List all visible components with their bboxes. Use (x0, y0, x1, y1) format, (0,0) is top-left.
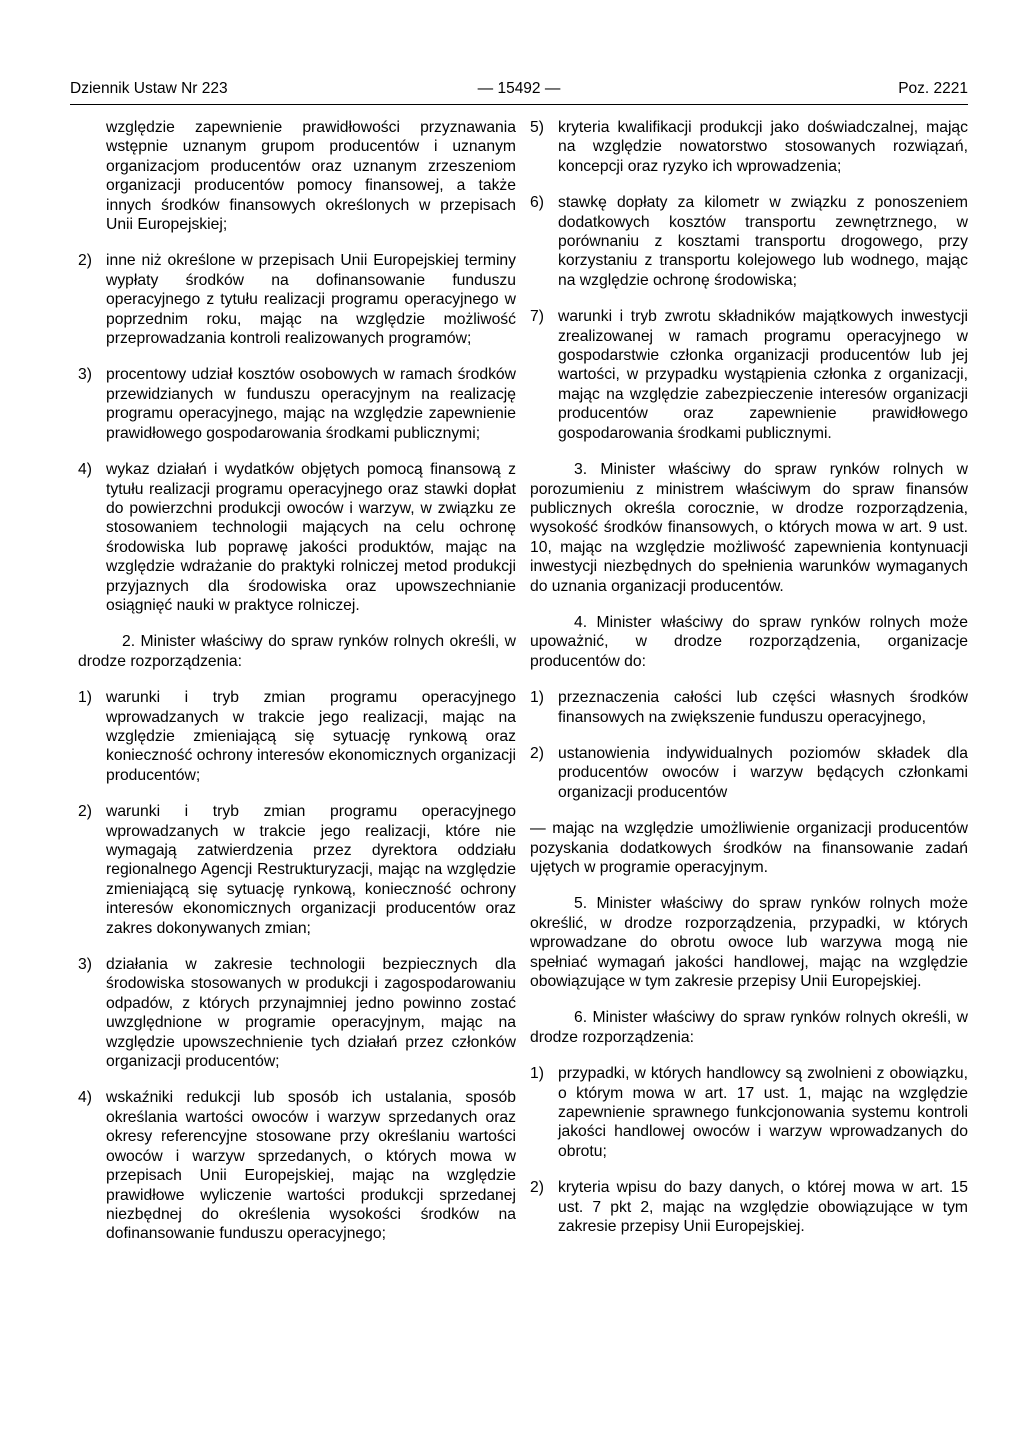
list-item-text: wskaźniki redukcji lub sposób ich ustalania, sposób określania wartości owoców i warzyw sprzedanych oraz okresy referencyjne stosowane przy określaniu wartości owoców i warzyw sprzedanych, o których mowa w przepisach Unii Europejskiej, mając na względzie prawidłowe wyliczenie wartości produkcji sprzedanej niezbędnej do określenia wysokości środków na dofinansowanie funduszu operacyjnego; (106, 1089, 516, 1243)
list-item (78, 802, 516, 938)
section-closing-text: — mając na względzie umożliwienie organizacji producentów pozyskania dodatkowych środków na finansowanie zadań ujętych w programie operacyjnym. (530, 820, 968, 876)
header-rule (70, 104, 968, 105)
list-item-text: warunki i tryb zwrotu składników majątkowych inwestycji zrealizowanej w ramach programu operacyjnego w gospodarstwie członka organizacji producentów lub jej wartości, w przypadku wystąpienia członka z organizacji, mając na względzie zabezpieczenie interesów organizacji producentów oraz zapewnienie prawidłowego gospodarowania środkami publicznymi. (558, 308, 968, 442)
list-item-number: 4) (78, 1089, 92, 1107)
list-item (530, 1064, 968, 1161)
list-item-number: 4) (78, 461, 92, 479)
list-item-text: kryteria kwalifikacji produkcji jako doświadczalnej, mając na względzie nowatorstwo stosowanych rozwiązań, koncepcji oraz ryzyko ich wprowadzenia; (558, 119, 968, 175)
continued-item-text: względzie zapewnienie prawidłowości przyznawania wstępnie uznanym grupom producentów i uznanym organizacjom producentów oraz uznanym zrzeszeniom organizacji producentów pomocy finansowej, a także innych środków finansowych określonych w przepisach Unii Europejskiej; (106, 119, 516, 234)
list-item-number: 3) (78, 366, 92, 384)
list-item (530, 118, 968, 176)
list-item-number: 1) (78, 689, 92, 707)
list-item-number: 1) (530, 1065, 544, 1083)
list-item-number: 2) (530, 1179, 544, 1197)
section-paragraph: 3. Minister właściwy do spraw rynków rolnych w porozumieniu z ministrem właściwym do spraw finansów publicznych określa corocznie, w drodze rozporządzenia, wysokość środków finansowych, o których mowa w art. 9 ust. 10, mając na względzie możliwość zapewnienia kontynuacji inwestycji niezbędnych do spełnienia warunków wymaganych do uznania organizacji producentów. (530, 461, 968, 595)
list-item (530, 1178, 968, 1236)
list-item-number: 6) (530, 194, 544, 212)
list-item-text: inne niż określone w przepisach Unii Europejskiej terminy wypłaty środków na dofinansowanie funduszu operacyjnego z tytułu realizacji programu operacyjnego w poprzednim roku, mając na względzie możliwość przeprowadzania kontroli realizowanych programów; (106, 252, 516, 348)
list-item (78, 460, 516, 615)
list-item-number: 2) (78, 252, 92, 270)
journal-title: Dziennik Ustaw Nr 223 (70, 80, 228, 97)
list-item (78, 688, 516, 785)
list-item-text: warunki i tryb zmian programu operacyjnego wprowadzanych w trakcie jego realizacji, które nie wymagają zatwierdzenia przez dyrektora oddziału regionalnego Agencji Restrukturyzacji, mając na względzie zmieniającą się sytuację rynkową, konieczność ochrony interesów ekonomicznych organizacji producentów oraz zakres dokonywanych zmian; (106, 803, 516, 937)
list-item (530, 688, 968, 727)
list-item-text: kryteria wpisu do bazy danych, o której mowa w art. 15 ust. 7 pkt 2, mając na względzie obowiązujące w tym zakresie przepisy Unii Europejskiej. (558, 1179, 968, 1236)
list-item-text: działania w zakresie technologii bezpiecznych dla środowiska stosowanych w produkcji i zagospodarowaniu odpadów, z których przynajmniej jedno powinno zostać uwzględnione w programie operacyjnym, mając na względzie upowszechnienie tych działań przez członków organizacji producentów; (106, 956, 516, 1071)
section-paragraph: 6. Minister właściwy do spraw rynków rolnych określi, w drodze rozporządzenia: (530, 1009, 968, 1046)
list-item-text: warunki i tryb zmian programu operacyjnego wprowadzanych w trakcie jego realizacji, mając na względzie zmieniającą się sytuację rynkową oraz konieczność ochrony interesów ekonomicznych organizacji producentów; (106, 689, 516, 784)
position-number: Poz. 2221 (898, 80, 968, 97)
list-item-number: 3) (78, 956, 92, 974)
right-column (530, 118, 968, 1237)
list-item-text: wykaz działań i wydatków objętych pomocą finansową z tytułu realizacji programu operacyjnego oraz stawki dopłat do powierzchni produkcji owoców i warzyw, w związku ze stosowaniem technologii mających na celu ochronę środowiska lub poprawę jakości produktów, mając na względzie wdrażanie do praktyki rolniczej metod produkcji przyjaznych dla środowiska oraz upowszechnianie osiągnięć nauki w praktyce rolniczej. (106, 461, 516, 614)
list-item (530, 307, 968, 443)
list-item-text: ustanowienia indywidualnych poziomów składek dla producentów owoców i warzyw będących członkami organizacji producentów (558, 744, 968, 801)
list-item-text: stawkę dopłaty za kilometr w związku z ponoszeniem dodatkowych kosztów transportu zewnętrznego, w porównaniu z kosztami transportu drogowego, przy korzystaniu z transportu kolejowego lub wodnego, mając na względzie ochronę środowiska; (558, 194, 968, 289)
list-item (78, 1088, 516, 1243)
list-item-number: 2) (78, 803, 92, 821)
list-item-text: przypadki, w których handlowcy są zwolnieni z obowiązku, o którym mowa w art. 17 ust. 1, mając na względzie zapewnienie sprawnego funkcjonowania systemu kontroli jakości handlowej owoców i warzyw wprowadzanych do obrotu; (558, 1065, 968, 1160)
list-item-text: procentowy udział kosztów osobowych w ramach środków przewidzianych w funduszu operacyjnym na realizację programu operacyjnego, mając na względzie zapewnienie prawidłowego gospodarowania środkami publicznymi; (106, 366, 516, 442)
list-item-number: 1) (530, 689, 544, 707)
list-item (530, 193, 968, 290)
list-item (530, 744, 968, 802)
section-paragraph: 5. Minister właściwy do spraw rynków rolnych może określić, w drodze rozporządzenia, przypadki, w których wprowadzane do obrotu owoce lub warzywa mogą nie spełniać wymagań jakości handlowej, mając na względzie obowiązujące w tym zakresie przepisy Unii Europejskiej. (530, 895, 968, 991)
list-item (78, 955, 516, 1071)
section-paragraph: 4. Minister właściwy do spraw rynków rolnych może upoważnić, w drodze rozporządzenia, organizacje producentów do: (530, 613, 968, 670)
page-header (70, 80, 968, 102)
list-item-number: 5) (530, 119, 544, 136)
list-item (78, 251, 516, 348)
page-number: — 15492 — (477, 80, 561, 97)
list-item-number: 2) (530, 744, 544, 762)
list-item-text: przeznaczenia całości lub części własnych środków finansowych na zwiększenie funduszu operacyjnego, (558, 689, 968, 726)
section-paragraph: 2. Minister właściwy do spraw rynków rolnych określi, w drodze rozporządzenia: (78, 633, 516, 670)
list-item (78, 365, 516, 443)
left-column (78, 118, 516, 1244)
list-item-number: 7) (530, 308, 544, 326)
